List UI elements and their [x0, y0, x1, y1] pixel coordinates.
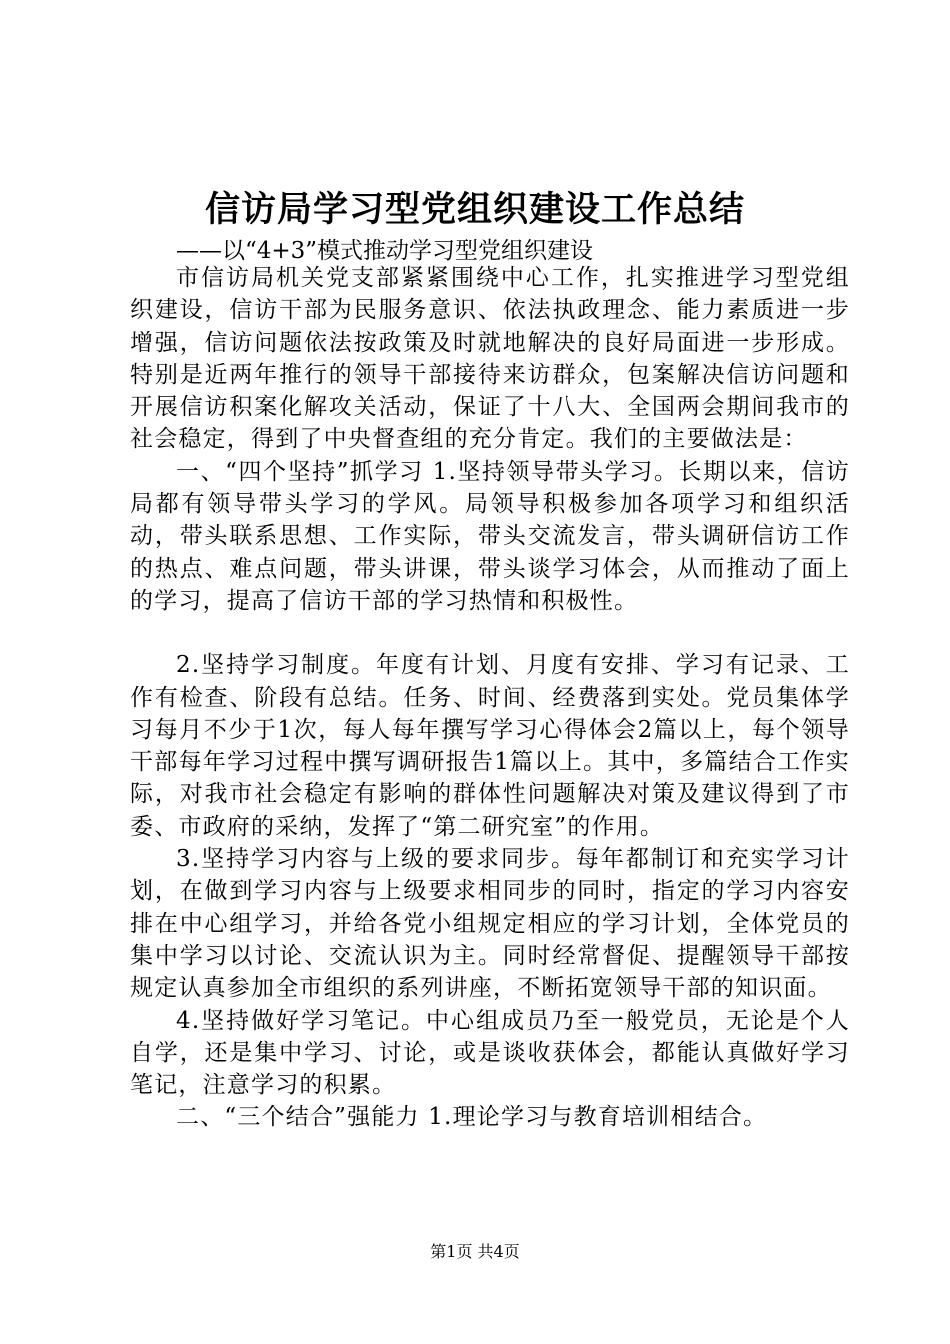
- paragraph-section-2-item-1: 二、“三个结合”强能力 1.理论学习与教育培训相结合。: [176, 1104, 768, 1131]
- page-number-footer: 第1页 共4页: [430, 1242, 520, 1261]
- paragraph-intro: 市信访局机关党支部紧紧围绕中心工作，扎实推进学习型党组织建设，信访干部为民服务意识、依法执政理念、能力素质进一步增强，信访问题依法按政策及时就地解决的良好局面进一步形成。特别是近两年推行的领导干部接待来访群众，包案解决信访问题和开展信访积案化解攻关活动，保证了十八大、全国两会期间我市的社会稳定，得到了中央督查组的充分肯定。我们的主要做法是：: [130, 265, 850, 453]
- paragraph-section-1-item-2: 2.坚持学习制度。年度有计划、月度有安排、学习有记录、工作有检查、阶段有总结。任务、时间、经费落到实处。党员集体学习每月不少于1次，每人每年撰写学习心得体会2篇以上，每个领导干部每年学习过程中撰写调研报告1篇以上。其中，多篇结合工作实际，对我市社会稳定有影响的群体性问题解决对策及建议得到了市委、市政府的采纳，发挥了“第二研究室”的作用。: [130, 652, 850, 840]
- paragraph-section-1-item-3: 3.坚持学习内容与上级的要求同步。每年都制订和充实学习计划，在做到学习内容与上级要求相同步的同时，指定的学习内容安排在中心组学习，并给各党小组规定相应的学习计划，全体党员的集中学习以讨论、交流认识为主。同时经常督促、提醒领导干部按规定认真参加全市组织的系列讲座，不断拓宽领导干部的知识面。: [130, 846, 850, 1002]
- paragraph-section-1-item-4: 4.坚持做好学习笔记。中心组成员乃至一般党员，无论是个人自学，还是集中学习、讨论，或是谈收获体会，都能认真做好学习笔记，注意学习的积累。: [130, 1007, 850, 1099]
- document-title: 信访局学习型党组织建设工作总结: [204, 189, 745, 230]
- paragraph-section-1-item-1: 一、“四个坚持”抓学习 1.坚持领导带头学习。长期以来，信访局都有领导带头学习的学风。局领导积极参加各项学习和组织活动，带头联系思想、工作实际，带头交流发言，带头调研信访工作的热点、难点问题，带头讲课，带头谈学习体会，从而推动了面上的学习，提高了信访干部的学习热情和积极性。: [130, 458, 850, 614]
- document-body: [130, 262, 850, 1134]
- document-subtitle: ——以“4+3”模式推动学习型党组织建设: [176, 238, 594, 264]
- paragraph-spacer: [130, 617, 850, 649]
